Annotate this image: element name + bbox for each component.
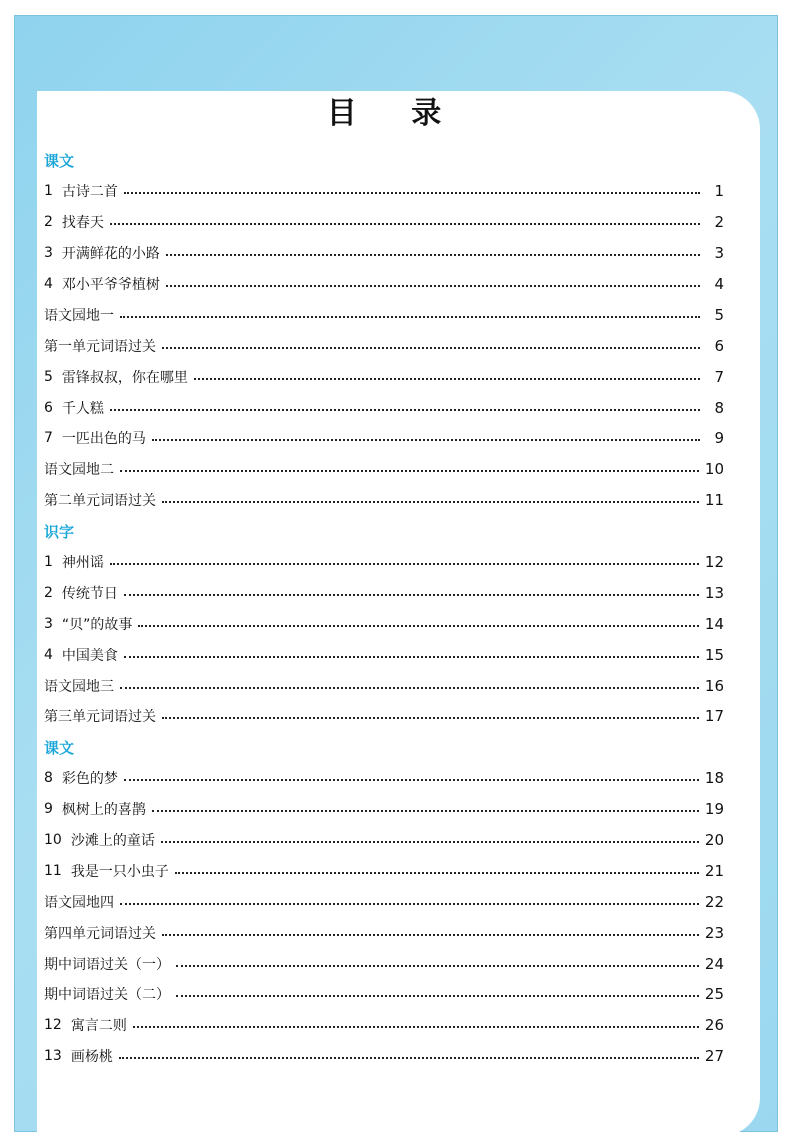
entry-title: 传统节日 (61, 585, 118, 602)
page-number: 12 (704, 553, 724, 572)
entry-title: “贝”的故事 (61, 616, 133, 633)
toc-entry[interactable] (44, 176, 724, 207)
entry-number: 2 (44, 214, 53, 231)
dot-leader (110, 409, 700, 411)
page-number: 2 (714, 213, 724, 232)
toc-entry[interactable] (44, 299, 724, 330)
toc-entry[interactable] (44, 670, 724, 701)
entry-title: 找春天 (61, 215, 104, 232)
table-of-contents (44, 145, 724, 1072)
dot-leader (124, 656, 699, 658)
entry-title: 期中词语过关（一） (44, 956, 170, 973)
entry-title: 中国美食 (61, 647, 118, 664)
entry-title: 画杨桃 (70, 1049, 113, 1066)
dot-leader (119, 1057, 699, 1059)
entry-title: 彩色的梦 (61, 771, 118, 788)
entry-title: 第四单元词语过关 (44, 925, 156, 942)
dot-leader (161, 841, 699, 843)
page-number: 1 (714, 182, 724, 201)
page-number: 20 (704, 831, 724, 850)
dot-leader (120, 316, 700, 318)
toc-entry[interactable] (44, 763, 724, 794)
section-heading: 课文 (44, 738, 75, 757)
page-number: 6 (714, 336, 724, 355)
dot-leader (120, 903, 699, 905)
page-number: 22 (704, 892, 724, 911)
toc-entry[interactable] (44, 639, 724, 670)
entry-title: 语文园地二 (44, 462, 114, 479)
entry-title: 神州谣 (61, 555, 104, 572)
page-number: 24 (704, 954, 724, 973)
entry-number: 7 (44, 430, 53, 447)
page-number: 27 (704, 1047, 724, 1066)
page-number: 17 (704, 707, 724, 726)
entry-title: 第三单元词语过关 (44, 709, 156, 726)
entry-title: 一匹出色的马 (61, 431, 146, 448)
dot-leader (162, 934, 699, 936)
entry-number: 1 (44, 554, 53, 571)
page-number: 23 (704, 923, 724, 942)
page-number: 18 (704, 769, 724, 788)
section-heading: 识字 (44, 522, 75, 541)
page-number: 10 (704, 460, 724, 479)
page-number: 13 (704, 583, 724, 602)
entry-number: 13 (44, 1048, 62, 1065)
toc-entry[interactable] (44, 361, 724, 392)
toc-entry[interactable] (44, 547, 724, 578)
toc-entry[interactable] (44, 917, 724, 948)
entry-title: 雷锋叔叔，你在哪里 (61, 369, 188, 386)
entry-number: 10 (44, 832, 62, 849)
dot-leader (162, 717, 699, 719)
entry-title: 语文园地一 (44, 307, 114, 324)
page-number: 7 (714, 367, 724, 386)
dot-leader (176, 995, 699, 997)
toc-entry[interactable] (44, 948, 724, 979)
toc-entry[interactable] (44, 1010, 724, 1041)
toc-entry[interactable] (44, 794, 724, 825)
entry-title: 开满鲜花的小路 (61, 246, 160, 263)
dot-leader (175, 872, 699, 874)
dot-leader (124, 779, 699, 781)
entry-title: 第二单元词语过关 (44, 493, 156, 510)
toc-entry[interactable] (44, 886, 724, 917)
page-number: 25 (704, 985, 724, 1004)
page-number: 21 (704, 861, 724, 880)
page-number: 8 (714, 398, 724, 417)
entry-number: 4 (44, 276, 53, 292)
entry-number: 8 (44, 770, 53, 787)
page-number: 14 (704, 614, 724, 633)
dot-leader (152, 810, 699, 812)
section-heading: 课文 (44, 151, 75, 170)
toc-entry[interactable] (44, 1041, 724, 1072)
entry-number: 9 (44, 801, 53, 818)
entry-title: 千人糕 (61, 400, 104, 417)
toc-entry[interactable] (44, 855, 724, 886)
dot-leader (194, 378, 700, 380)
dot-leader (120, 470, 699, 472)
entry-title: 语文园地三 (44, 678, 114, 695)
entry-number: 11 (44, 862, 62, 879)
dot-leader (138, 625, 698, 627)
entry-title: 我是一只小虫子 (70, 863, 169, 880)
page-number: 11 (704, 491, 724, 510)
page-title: 目 录 (326, 96, 464, 131)
toc-entry[interactable] (44, 207, 724, 238)
dot-leader (162, 347, 700, 349)
entry-number: 2 (44, 584, 53, 601)
entry-title: 古诗二首 (61, 184, 118, 201)
toc-entry[interactable] (44, 608, 724, 639)
page-number: 4 (714, 275, 724, 293)
entry-title: 期中词语过关（二） (44, 987, 170, 1004)
entry-number: 1 (44, 183, 53, 200)
toc-entry[interactable] (44, 485, 724, 516)
page-number: 5 (714, 305, 724, 324)
toc-entry[interactable] (44, 454, 724, 485)
page-number: 15 (704, 645, 724, 664)
page-number: 26 (704, 1016, 724, 1035)
page-number: 3 (714, 244, 724, 263)
dot-leader (124, 594, 699, 596)
entry-number: 3 (44, 615, 53, 632)
entry-title: 沙滩上的童话 (70, 833, 155, 850)
dot-leader (133, 1026, 699, 1028)
dot-leader (124, 192, 700, 194)
dot-leader (110, 563, 699, 565)
dot-leader (176, 965, 699, 967)
entry-title: 邓小平爷爷植树 (61, 277, 160, 293)
toc-entry[interactable] (44, 979, 724, 1010)
entry-title: 第一单元词语过关 (44, 338, 156, 355)
entry-title: 枫树上的喜鹊 (61, 802, 146, 819)
toc-entry[interactable] (44, 825, 724, 856)
entry-number: 5 (44, 368, 53, 385)
entry-number: 12 (44, 1017, 62, 1034)
page-number: 19 (704, 800, 724, 819)
page-number: 9 (714, 429, 724, 448)
dot-leader (120, 687, 699, 689)
dot-leader (166, 254, 700, 256)
page-number: 16 (704, 676, 724, 695)
entry-number: 6 (44, 399, 53, 416)
entry-title: 语文园地四 (44, 894, 114, 911)
entry-number: 4 (44, 646, 53, 663)
entry-title: 寓言二则 (70, 1018, 127, 1035)
toc-entry[interactable] (44, 423, 724, 454)
dot-leader (166, 285, 700, 287)
dot-leader (162, 501, 699, 503)
dot-leader (110, 223, 700, 225)
toc-entry[interactable] (44, 330, 724, 361)
toc-entry[interactable] (44, 577, 724, 608)
toc-entry[interactable] (44, 701, 724, 732)
entry-number: 3 (44, 245, 53, 262)
toc-entry[interactable] (44, 392, 724, 423)
toc-entry[interactable] (44, 269, 724, 300)
dot-leader (152, 439, 700, 441)
toc-entry[interactable] (44, 238, 724, 269)
